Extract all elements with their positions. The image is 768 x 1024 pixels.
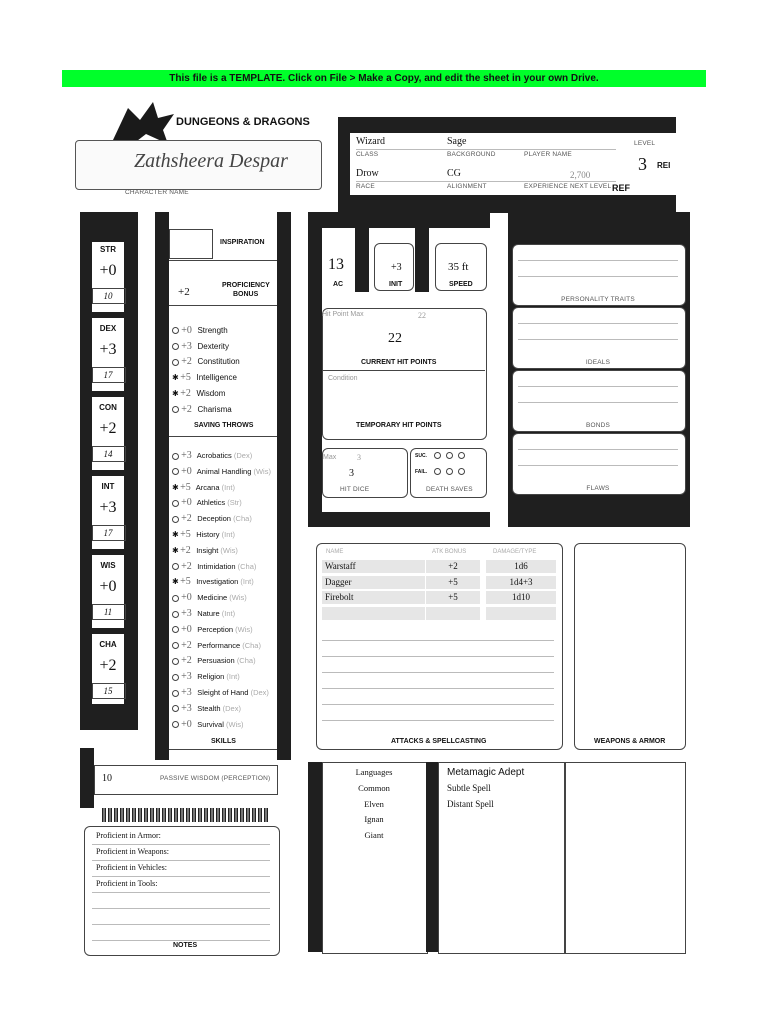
save-value: +0 xyxy=(181,325,192,336)
skill-row[interactable] xyxy=(172,718,243,732)
skill-row[interactable] xyxy=(172,639,261,653)
page2-left-bar xyxy=(308,762,322,952)
ability-dex-score[interactable]: 17 xyxy=(103,370,113,380)
skill-ability: (Dex) xyxy=(250,688,269,697)
experience-label: EXPERIENCE xyxy=(524,183,568,190)
ability-str-name: STR xyxy=(100,245,116,254)
hd-label: HIT DICE xyxy=(340,486,370,493)
skill-ability: (Wis) xyxy=(235,624,253,634)
ability-cha-name: CHA xyxy=(99,640,117,649)
notes-line xyxy=(92,908,270,909)
skills-line xyxy=(169,749,277,750)
attack-row[interactable] xyxy=(322,560,562,574)
ability-con-mod[interactable]: +2 xyxy=(99,420,117,437)
skill-name: Nature xyxy=(197,609,220,618)
death-suc-circles[interactable] xyxy=(434,451,465,460)
proficiency-row[interactable]: Proficient in Weapons: xyxy=(96,847,169,856)
skill-row[interactable] xyxy=(172,607,235,621)
trait-line xyxy=(518,339,678,340)
skill-row[interactable]: ✱ +5 Arcana (Int) xyxy=(172,481,235,493)
proficiency-row[interactable]: Proficient in Vehicles: xyxy=(96,863,167,872)
notes-line xyxy=(92,940,270,941)
skill-ability: (Int) xyxy=(221,609,236,618)
skill-row[interactable] xyxy=(172,591,247,605)
attack-damage: 1d10 xyxy=(486,591,556,604)
skill-row[interactable] xyxy=(172,512,252,526)
passive-label: PASSIVE WISDOM (PERCEPTION) xyxy=(160,775,271,782)
skill-ability: (Int) xyxy=(226,672,240,682)
skill-value: +3 xyxy=(181,608,192,619)
language-item: Languages xyxy=(355,767,393,777)
skills-right-bar xyxy=(277,212,291,760)
speed-value[interactable]: 35 ft xyxy=(448,261,469,273)
skill-value: +5 xyxy=(180,576,191,588)
condition-label: Condition xyxy=(328,375,358,382)
death-suc-label: SUC. xyxy=(415,453,427,459)
save-value: +2 xyxy=(180,387,191,399)
skill-value: +2 xyxy=(181,513,192,525)
level-label: LEVEL xyxy=(634,140,656,147)
language-item: Giant xyxy=(364,830,384,841)
skill-value: +2 xyxy=(181,655,192,667)
ability-con-name: CON xyxy=(99,403,117,412)
ability-separator xyxy=(92,707,124,713)
skill-value: +3 xyxy=(181,702,192,714)
skill-value: +0 xyxy=(181,592,192,604)
hd-max-value[interactable]: 3 xyxy=(357,453,361,462)
skill-value: +5 xyxy=(180,529,191,540)
trait-line xyxy=(518,465,678,466)
ac-label: AC xyxy=(333,281,344,288)
inspiration-line xyxy=(169,260,277,261)
attack-name xyxy=(322,607,425,620)
notes-line xyxy=(92,924,270,925)
skill-value: +2 xyxy=(181,639,192,651)
race-value[interactable]: Drow xyxy=(356,168,379,179)
skill-row[interactable] xyxy=(172,623,253,637)
background-value[interactable]: Sage xyxy=(447,136,467,147)
notes-label: NOTES xyxy=(173,942,198,949)
attack-line xyxy=(322,704,554,705)
attack-bonus: +5 xyxy=(426,591,480,604)
skill-row[interactable] xyxy=(172,654,256,668)
character-name[interactable]: Zathsheera Despar xyxy=(134,150,288,172)
level-value[interactable]: 3 xyxy=(638,154,647,174)
skill-row[interactable] xyxy=(172,686,269,700)
save-wisdom[interactable]: ✱ +2 Wisdom xyxy=(172,387,226,399)
attack-damage: 1d4+3 xyxy=(486,576,556,589)
save-value: +2 xyxy=(181,356,192,368)
death-fail-label: FAIL. xyxy=(415,469,428,475)
save-name: Intelligence xyxy=(196,373,237,383)
save-intelligence[interactable]: ✱ +5 Intelligence xyxy=(172,372,237,384)
save-value: +3 xyxy=(181,340,192,352)
trait-line xyxy=(518,449,678,450)
weapons-box xyxy=(574,543,686,750)
proficiency-row[interactable]: Proficient in Tools: xyxy=(96,879,158,888)
skill-row[interactable]: ✱ +5 Investigation (Int) xyxy=(172,576,254,588)
skill-value: +2 xyxy=(181,560,192,572)
metamagic-item-1: Subtle Spell xyxy=(447,783,491,793)
attack-damage: 1d6 xyxy=(486,560,556,573)
hp-box xyxy=(322,308,487,440)
skill-name: Perception xyxy=(197,624,234,634)
ability-separator xyxy=(92,628,124,634)
skill-name: Intimidation xyxy=(197,561,236,571)
skill-name: Medicine xyxy=(197,593,228,603)
skill-name: Insight xyxy=(196,545,219,555)
skill-row[interactable] xyxy=(172,496,242,510)
class-label: CLASS xyxy=(356,151,379,158)
ability-dex-name: DEX xyxy=(99,324,117,333)
ability-separator xyxy=(92,391,124,397)
class-line xyxy=(356,149,616,150)
skill-name: Sleight of Hand xyxy=(197,688,249,697)
save-name: Strength xyxy=(197,326,228,335)
attack-line xyxy=(322,720,554,721)
save-name: Charisma xyxy=(197,404,232,414)
hp-max-label: Hit Point Max xyxy=(322,311,364,318)
skill-ability: (Int) xyxy=(221,482,235,492)
attacks-header-name: NAME xyxy=(326,549,344,555)
language-item: Elven xyxy=(364,798,384,809)
save-name: Constitution xyxy=(197,357,240,367)
skill-ability: (Cha) xyxy=(242,640,261,650)
attack-line xyxy=(322,688,554,689)
ability-dex-mod[interactable]: +3 xyxy=(99,341,117,358)
trait-line xyxy=(518,260,678,261)
save-name: Dexterity xyxy=(197,341,230,351)
trait-label: BONDS xyxy=(585,422,611,429)
attacks-label: ATTACKS & SPELLCASTING xyxy=(391,738,487,745)
proficiency-line xyxy=(92,860,270,861)
attacks-header-damage: DAMAGE/TYPE xyxy=(493,549,537,555)
skill-row[interactable] xyxy=(172,670,240,684)
skill-name: History xyxy=(196,530,220,539)
hp-current-value[interactable]: 22 xyxy=(388,331,402,346)
background-label: BACKGROUND xyxy=(447,151,496,158)
ability-int-name: INT xyxy=(101,482,115,491)
skill-ability: (Dex) xyxy=(233,451,253,460)
template-banner: This file is a TEMPLATE. Click on File > Make a Copy, and edit the sheet in your own Drive. xyxy=(62,70,706,87)
save-dexterity[interactable] xyxy=(172,340,229,354)
trait-line xyxy=(518,386,678,387)
metamagic-title: Metamagic Adept xyxy=(447,767,525,778)
attack-name: Warstaff xyxy=(322,560,425,573)
save-value: +5 xyxy=(180,372,191,384)
skill-value: +3 xyxy=(181,450,192,461)
skill-name: Arcana xyxy=(195,482,220,492)
trait-label: FLAWS xyxy=(586,485,610,492)
ability-separator xyxy=(92,470,124,476)
combat-divider-2 xyxy=(415,228,429,292)
hp-max-value[interactable]: 22 xyxy=(418,311,426,320)
attack-line xyxy=(322,672,554,673)
ability-wis-mod[interactable]: +0 xyxy=(99,578,117,595)
ability-cha-mod[interactable]: +2 xyxy=(99,657,117,674)
skill-value: +0 xyxy=(181,623,192,635)
temp-hp-label: TEMPORARY HIT POINTS xyxy=(356,422,442,429)
skill-ability: (Str) xyxy=(227,498,242,508)
attack-row[interactable] xyxy=(322,591,562,605)
skill-value: +0 xyxy=(181,497,192,509)
language-item: Ignan xyxy=(364,814,384,825)
skill-row[interactable] xyxy=(172,702,241,716)
skill-value: +5 xyxy=(180,481,191,493)
combat-divider-1 xyxy=(355,228,369,292)
character-name-label: CHARACTER NAME xyxy=(125,189,189,196)
alignment-value[interactable]: CG xyxy=(447,168,461,179)
attack-bonus xyxy=(426,607,480,620)
skill-value: +3 xyxy=(181,671,192,683)
skills-left-bar xyxy=(155,212,169,760)
notes-box xyxy=(84,826,280,956)
init-label: INIT xyxy=(389,281,403,288)
ability-str-mod[interactable]: +0 xyxy=(99,262,117,279)
skill-name: Deception xyxy=(197,514,231,524)
ac-value[interactable]: 13 xyxy=(328,256,344,273)
attack-bonus: +5 xyxy=(426,576,480,589)
proficiency-label: PROFICIENCY xyxy=(222,282,270,289)
page2-mid-bar xyxy=(426,762,438,952)
hd-max-label: Max xyxy=(323,454,337,461)
attack-line xyxy=(322,640,554,641)
trait-line xyxy=(518,402,678,403)
ability-separator xyxy=(92,549,124,555)
weapons-label: WEAPONS & ARMOR xyxy=(594,738,666,745)
proficiency-row[interactable]: Proficient in Armor: xyxy=(96,831,161,840)
save-name: Wisdom xyxy=(196,388,226,398)
attack-bonus: +2 xyxy=(426,560,480,573)
trait-line xyxy=(518,323,678,324)
saving-throws-label: SAVING THROWS xyxy=(194,422,254,429)
proficiency-line xyxy=(92,844,270,845)
proficiency-line xyxy=(92,892,270,893)
skill-ability: (Wis) xyxy=(220,545,238,555)
experience-value[interactable]: 2,700 xyxy=(570,170,591,180)
hd-value[interactable]: 3 xyxy=(349,468,354,479)
ref-label-1: REI xyxy=(657,161,671,170)
skill-row[interactable] xyxy=(172,449,252,463)
language-item: Common xyxy=(358,782,390,793)
inspiration-label: INSPIRATION xyxy=(220,239,265,246)
logo-text: DUNGEONS & DRAGONS xyxy=(176,116,310,128)
extra-notes-box xyxy=(564,762,686,954)
attack-name: Dagger xyxy=(322,576,425,589)
save-strength[interactable] xyxy=(172,324,228,338)
skill-ability: (Wis) xyxy=(253,466,271,476)
proficiency-bonus-label: BONUS xyxy=(233,291,259,298)
skill-row[interactable] xyxy=(172,465,271,479)
hp-line xyxy=(322,370,485,371)
race-line xyxy=(356,181,616,182)
metamagic-item-2: Distant Spell xyxy=(447,799,494,809)
skill-value: +0 xyxy=(181,718,192,730)
class-value[interactable]: Wizard xyxy=(356,136,386,147)
attack-name: Firebolt xyxy=(322,591,425,604)
ability-int-score[interactable]: 17 xyxy=(103,528,113,538)
trait-label: PERSONALITY TRAITS xyxy=(561,296,635,303)
saves-line xyxy=(169,436,277,437)
skill-ability: (Cha) xyxy=(236,656,256,666)
ability-cha-score[interactable]: 15 xyxy=(103,686,113,696)
attack-damage xyxy=(486,607,556,620)
skill-name: Religion xyxy=(197,672,225,682)
skill-ability: (Int) xyxy=(221,530,235,539)
trait-line xyxy=(518,276,678,277)
save-constitution[interactable] xyxy=(172,355,240,369)
attack-line xyxy=(322,656,554,657)
attacks-box xyxy=(316,543,563,750)
notes-header-noise xyxy=(100,808,270,822)
player-label: PLAYER NAME xyxy=(524,151,572,158)
skill-ability: (Int) xyxy=(240,577,254,587)
skill-name: Survival xyxy=(197,719,224,729)
proficiency-value[interactable]: +2 xyxy=(178,286,190,298)
skill-row[interactable]: ✱ +5 History (Int) xyxy=(172,529,235,540)
ability-str-score[interactable]: 10 xyxy=(103,291,113,301)
death-fail-circles[interactable] xyxy=(434,467,465,476)
skill-name: Acrobatics xyxy=(196,451,232,460)
death-saves-label: DEATH SAVES xyxy=(426,486,473,493)
passive-bar xyxy=(80,748,94,808)
save-charisma[interactable] xyxy=(172,403,232,417)
speed-label: SPEED xyxy=(449,281,473,288)
skill-ability: (Wis) xyxy=(229,593,247,603)
init-value[interactable]: +3 xyxy=(391,262,402,273)
inspiration-box[interactable] xyxy=(169,229,213,259)
ability-wis-score[interactable]: 11 xyxy=(103,607,113,617)
skill-ability: (Wis) xyxy=(225,719,244,729)
skill-name: Performance xyxy=(197,640,241,650)
passive-value[interactable]: 10 xyxy=(102,773,112,784)
attack-row[interactable] xyxy=(322,576,562,590)
ability-int-mod[interactable]: +3 xyxy=(99,499,117,516)
ability-separator xyxy=(92,312,124,318)
skill-name: Investigation xyxy=(196,577,239,587)
skills-label: SKILLS xyxy=(211,738,236,745)
proficiency-line xyxy=(169,305,277,306)
skill-value: +0 xyxy=(181,465,192,477)
skill-value: +3 xyxy=(181,687,192,698)
skill-row[interactable]: ✱ +2 Insight (Wis) xyxy=(172,544,238,556)
race-label: RACE xyxy=(356,183,375,190)
save-value: +2 xyxy=(181,403,192,415)
trait-label: IDEALS xyxy=(585,359,611,366)
skill-name: Persuasion xyxy=(197,656,235,666)
skill-value: +2 xyxy=(180,544,191,556)
skill-name: Stealth xyxy=(197,703,221,713)
skill-name: Athletics xyxy=(196,498,226,508)
next-level-label: NEXT LEVEL xyxy=(570,183,612,190)
proficiency-line xyxy=(92,876,270,877)
hp-current-label: CURRENT HIT POINTS xyxy=(361,359,437,366)
skill-row[interactable] xyxy=(172,560,256,574)
attack-row[interactable] xyxy=(322,607,562,621)
ref-label-2: REF xyxy=(612,183,630,193)
ability-wis-name: WIS xyxy=(100,561,116,570)
skill-ability: (Cha) xyxy=(233,514,252,524)
attacks-header-bonus: ATK BONUS xyxy=(432,549,467,555)
skill-ability: (Dex) xyxy=(222,703,241,713)
skill-ability: (Cha) xyxy=(237,561,257,571)
ability-con-score[interactable]: 14 xyxy=(103,449,113,459)
skill-name: Animal Handling xyxy=(196,466,252,476)
alignment-label: ALIGNMENT xyxy=(447,183,487,190)
